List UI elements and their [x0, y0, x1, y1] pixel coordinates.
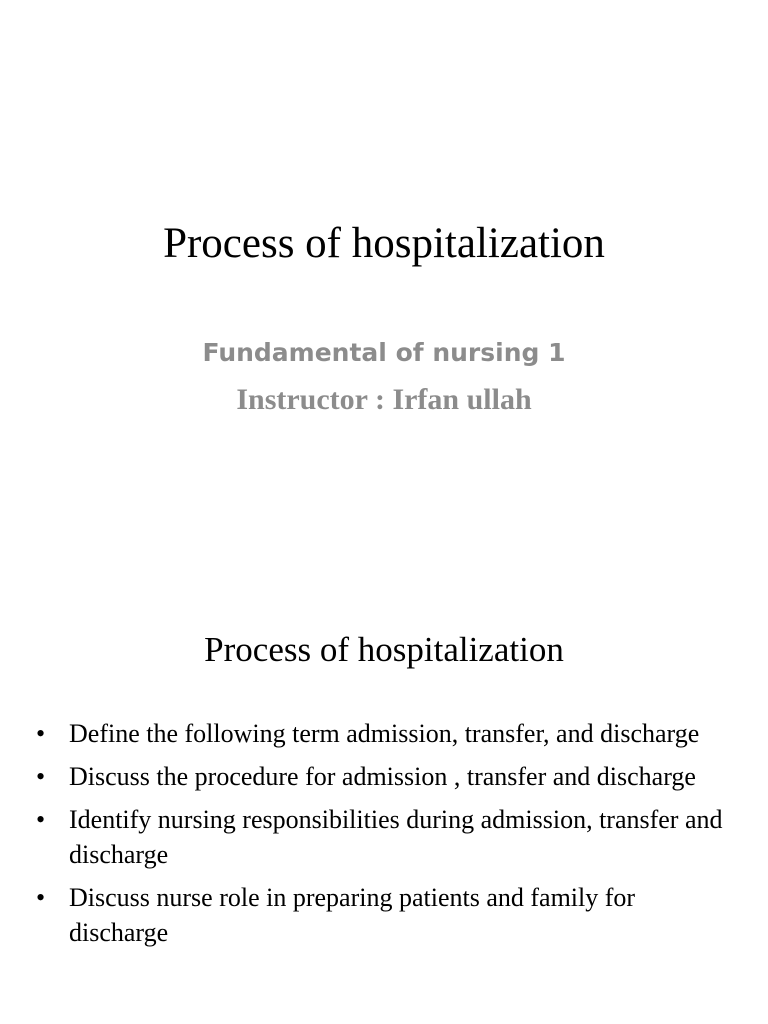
instructor-subtitle: Instructor : Irfan ullah: [236, 383, 532, 416]
bullet-text: Identify nursing responsibilities during admission, transfer and discharge: [69, 805, 723, 869]
bullet-text: Discuss nurse role in preparing patients and family for discharge: [69, 883, 636, 947]
bullet-icon: •: [36, 805, 46, 834]
content-slide: [0, 576, 768, 1024]
bullet-text: Discuss the procedure for admission , transfer and discharge: [69, 762, 696, 791]
bullet-list: [36, 716, 736, 958]
slide-title: Process of hospitalization: [163, 220, 605, 267]
bullet-item: [36, 880, 736, 950]
course-subtitle: Fundamental of nursing 1: [202, 338, 566, 367]
slide-title: Process of hospitalization: [204, 630, 564, 669]
bullet-icon: •: [36, 883, 46, 912]
bullet-icon: •: [36, 762, 46, 791]
bullet-item: [36, 802, 736, 872]
bullet-text: Define the following term admission, transfer, and discharge: [69, 719, 700, 748]
bullet-item: [36, 716, 736, 751]
bullet-icon: •: [36, 719, 46, 748]
bullet-item: [36, 759, 736, 794]
